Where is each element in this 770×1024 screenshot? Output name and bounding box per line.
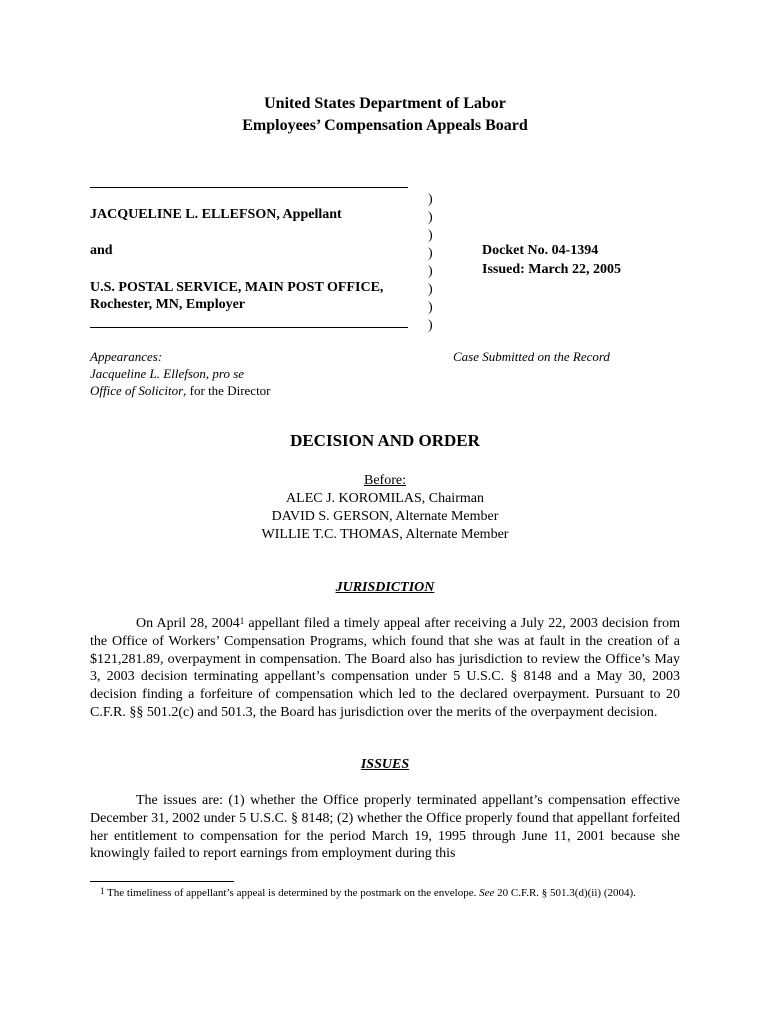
appearance-appellant: Jacqueline L. Ellefson, pro se [90, 366, 245, 381]
employer-line-2: Rochester, MN, Employer [90, 297, 246, 312]
appearances-block [90, 348, 271, 399]
footnote-ref: 1 [239, 616, 245, 626]
member-chairman: ALEC J. KOROMILAS, Chairman [286, 491, 484, 506]
employer-line-1: U.S. POSTAL SERVICE, MAIN POST OFFICE, [90, 280, 384, 295]
caption-top-rule [90, 187, 408, 188]
caption-bottom-rule [90, 327, 408, 328]
member-alternate-2: WILLIE T.C. THOMAS, Alternate Member [261, 527, 509, 542]
appearance-solicitor: Office of Solicitor, for the Director [90, 383, 271, 398]
board-name: Employees’ Compensation Appeals Board [242, 117, 528, 134]
issued-date: Issued: March 22, 2005 [482, 262, 621, 277]
agency-name: United States Department of Labor [264, 95, 506, 112]
footnote-rule [90, 881, 234, 882]
jurisdiction-heading: JURISDICTION [335, 580, 435, 595]
docket-number: Docket No. 04-1394 [482, 243, 599, 258]
member-alternate-1: DAVID S. GERSON, Alternate Member [271, 509, 499, 524]
jurisdiction-paragraph: On April 28, 2004$^1$ appellant filed a timely appeal after receiving a July 22, 2003 decision from the Office of Workers’ Compensation Programs, which found that she was at fault in the creation of a $121,281.89, overpayment in compensation. The Board also has jurisdiction to review the Office’s May 3, 2003 decision terminating appellant’s compensation under 5 U.S.C. § 8148 and a May 30, 2003 decision finding a forfeiture of compensation which led to the declared overpayment. Pursuant to 20 C.F.R. §§ 501.2(c) and 501.3, the Board has jurisdiction over the merits of the overpayment decision. [90, 616, 680, 720]
issues-paragraph: The issues are: (1) whether the Office properly terminated appellant’s compensation effective December 31, 2002 under 5 U.S.C. § 8148; (2) whether the Office properly found that appellant forfeited her entitlement to compensation for the period March 19, 1995 through June 11, 2001 because she knowingly failed to report earnings from employment during this [90, 793, 680, 862]
case-submitted-note: Case Submitted on the Record [453, 349, 610, 364]
caption-and: and [90, 243, 113, 258]
appellant-name: JACQUELINE L. ELLEFSON, Appellant [90, 207, 342, 222]
appearances-label: Appearances: [90, 349, 163, 364]
issues-heading: ISSUES [360, 757, 410, 772]
before-label: Before: [364, 473, 406, 488]
paren-column: ) ) ) ) ) ) ) ) [428, 192, 433, 333]
decision-title: DECISION AND ORDER [290, 431, 480, 450]
footnote-1: $^1$ The timeliness of appellant’s appeal is determined by the postmark on the envelope. See 20 C.F.R. § 501.3(d)(ii) (2004). [100, 886, 636, 899]
